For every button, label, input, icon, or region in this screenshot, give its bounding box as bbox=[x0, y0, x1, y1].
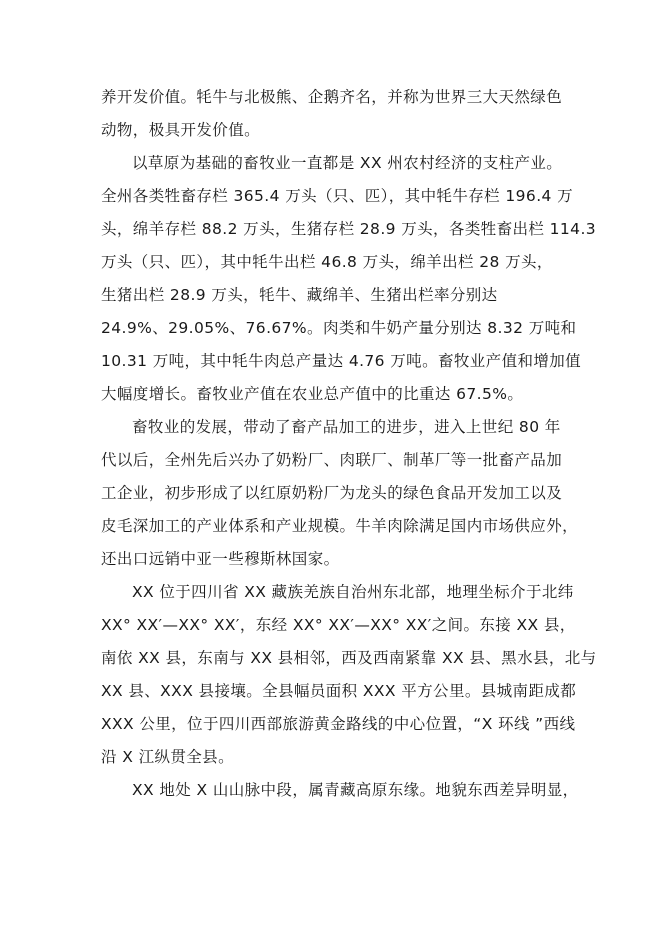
text-line: 南依 XX 县，东南与 XX 县相邻，西及西南紧靠 XX 县、黑水县，北与 bbox=[101, 649, 597, 667]
text-line: XX 县、XXX 县接壤。全县幅员面积 XXX 平方公里。县城南距成都 bbox=[101, 682, 577, 700]
paragraph-start: XX 位于四川省 XX 藏族羌族自治州东北部，地理坐标介于北纬 bbox=[132, 583, 574, 601]
paragraph-start: 以草原为基础的畜牧业一直都是 XX 州农村经济的支柱产业。 bbox=[132, 154, 563, 172]
text-line: XX° XX′—XX° XX′，东经 XX° XX′—XX° XX′之间。东接 XX 县， bbox=[101, 616, 576, 634]
text-line: 养开发价值。牦牛与北极熊、企鹅齐名，并称为世界三大天然绿色 bbox=[101, 88, 563, 106]
text-line: 代以后，全州先后兴办了奶粉厂、肉联厂、制革厂等一批畜产品加 bbox=[101, 451, 563, 469]
text-line: 24.9%、29.05%、76.67%。肉类和牛奶产量分别达 8.32 万吨和 bbox=[101, 319, 577, 337]
text-line: 生猪出栏 28.9 万头，牦牛、藏绵羊、生猪出栏率分别达 bbox=[101, 286, 498, 304]
text-line: 皮毛深加工的产业体系和产业规模。牛羊肉除满足国内市场供应外， bbox=[101, 517, 579, 535]
text-line: XXX 公里，位于四川西部旅游黄金路线的中心位置，“X 环线 ”西线 bbox=[101, 715, 576, 733]
text-line: 还出口远销中亚一些穆斯林国家。 bbox=[101, 550, 340, 568]
text-line: 大幅度增长。畜牧业产值在农业总产值中的比重达 67.5%。 bbox=[101, 385, 524, 403]
text-line: 10.31 万吨，其中牦牛肉总产量达 4.76 万吨。畜牧业产值和增加值 bbox=[101, 352, 582, 370]
text-line: 全州各类牲畜存栏 365.4 万头（只、匹），其中牦牛存栏 196.4 万 bbox=[101, 187, 574, 205]
paragraph-start: 畜牧业的发展，带动了畜产品加工的进步，进入上世纪 80 年 bbox=[132, 418, 561, 436]
text-line: 动物，极具开发价值。 bbox=[101, 121, 261, 139]
paragraph-start: XX 地处 X 山山脉中段，属青藏高原东缘。地貌东西差异明显， bbox=[132, 781, 579, 799]
text-line: 工企业，初步形成了以红原奶粉厂为龙头的绿色食品开发加工以及 bbox=[101, 484, 563, 502]
text-line: 万头（只、匹），其中牦牛出栏 46.8 万头，绵羊出栏 28 万头， bbox=[101, 253, 553, 271]
text-line: 沿 X 江纵贯全县。 bbox=[101, 748, 234, 766]
text-line: 头，绵羊存栏 88.2 万头，生猪存栏 28.9 万头，各类牲畜出栏 114.3 bbox=[101, 220, 597, 238]
